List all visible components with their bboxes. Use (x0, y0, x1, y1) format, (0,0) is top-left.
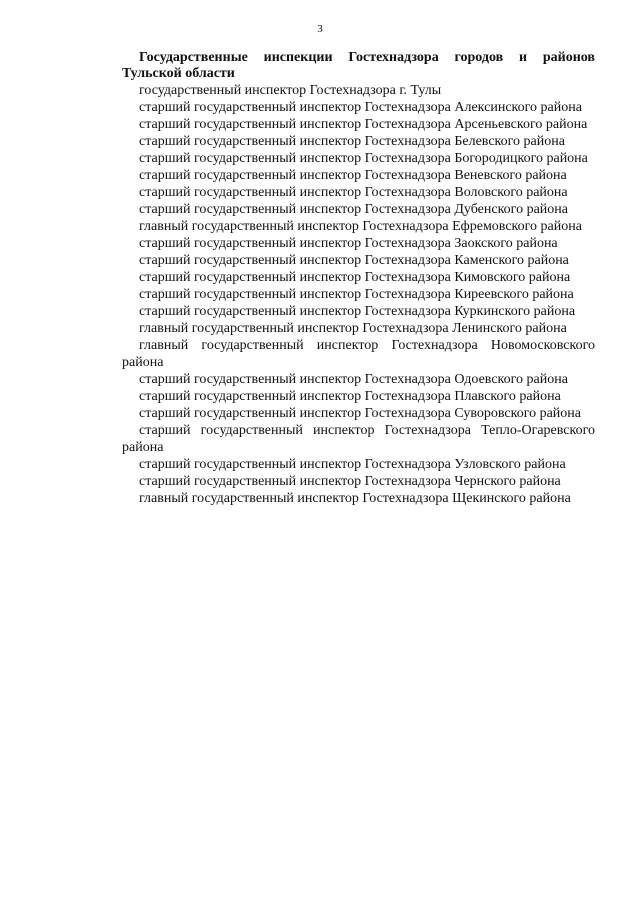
list-item (122, 167, 595, 184)
list-item (122, 99, 595, 116)
list-item (122, 286, 595, 303)
inspector-list (122, 82, 595, 507)
list-item (122, 303, 595, 320)
inspector-entry: старший государственный инспектор Гостехнадзора Куркинского района (139, 304, 576, 319)
list-item (122, 116, 595, 133)
inspector-entry: главный государственный инспектор Гостехнадзора Ефремовского района (139, 219, 582, 234)
list-item (122, 320, 595, 337)
inspector-entry: старший государственный инспектор Гостехнадзора Узловского района (139, 457, 566, 472)
inspector-entry: старший государственный инспектор Гостехнадзора Киреевского района (139, 287, 574, 302)
inspector-entry: главный государственный инспектор Гостехнадзора Щекинского района (139, 491, 571, 506)
inspector-entry: старший государственный инспектор Гостехнадзора Одоевского района (139, 372, 568, 387)
list-item (122, 473, 595, 490)
list-item (122, 201, 595, 218)
inspector-entry: старший государственный инспектор Гостехнадзора Тепло-Огаревского района (122, 423, 595, 455)
inspector-entry: старший государственный инспектор Гостехнадзора Дубенского района (139, 202, 568, 217)
inspector-entry: старший государственный инспектор Гостехнадзора Заокского района (139, 236, 558, 251)
inspector-entry: старший государственный инспектор Гостехнадзора Алексинского района (139, 100, 582, 115)
list-item (122, 133, 595, 150)
list-item (122, 405, 595, 422)
inspector-entry: старший государственный инспектор Гостехнадзора Суворовского района (139, 406, 581, 421)
list-item (122, 150, 595, 167)
list-item (122, 235, 595, 252)
list-item (122, 422, 595, 456)
list-item (122, 337, 595, 371)
inspector-entry: старший государственный инспектор Гостехнадзора Белевского района (139, 134, 565, 149)
list-item (122, 388, 595, 405)
inspector-entry: старший государственный инспектор Гостехнадзора Богородицкого района (139, 151, 588, 166)
list-item (122, 490, 595, 507)
list-item (122, 269, 595, 286)
list-item (122, 456, 595, 473)
inspector-entry: старший государственный инспектор Гостехнадзора Арсеньевского района (139, 117, 588, 132)
inspector-entry: старший государственный инспектор Гостехнадзора Воловского района (139, 185, 568, 200)
inspector-entry: старший государственный инспектор Гостехнадзора Плавского района (139, 389, 561, 404)
list-item (122, 184, 595, 201)
inspector-entry: старший государственный инспектор Гостехнадзора Кимовского района (139, 270, 571, 285)
list-item (122, 371, 595, 388)
inspector-entry: старший государственный инспектор Гостехнадзора Чернского района (139, 474, 561, 489)
list-item (122, 218, 595, 235)
list-item (122, 252, 595, 269)
list-item (122, 82, 595, 99)
inspector-entry: главный государственный инспектор Гостехнадзора Новомосковского района (122, 338, 595, 370)
inspector-entry: главный государственный инспектор Гостехнадзора Ленинского района (139, 321, 567, 336)
page-number: 3 (317, 23, 323, 35)
document-body (122, 50, 595, 507)
inspector-entry: старший государственный инспектор Гостехнадзора Каменского района (139, 253, 569, 268)
inspector-entry: государственный инспектор Гостехнадзора г. Тулы (139, 83, 442, 98)
inspector-entry: старший государственный инспектор Гостехнадзора Веневского района (139, 168, 567, 183)
section-heading: Государственные инспекции Гостехнадзора городов и районов Тульской области (122, 50, 595, 81)
